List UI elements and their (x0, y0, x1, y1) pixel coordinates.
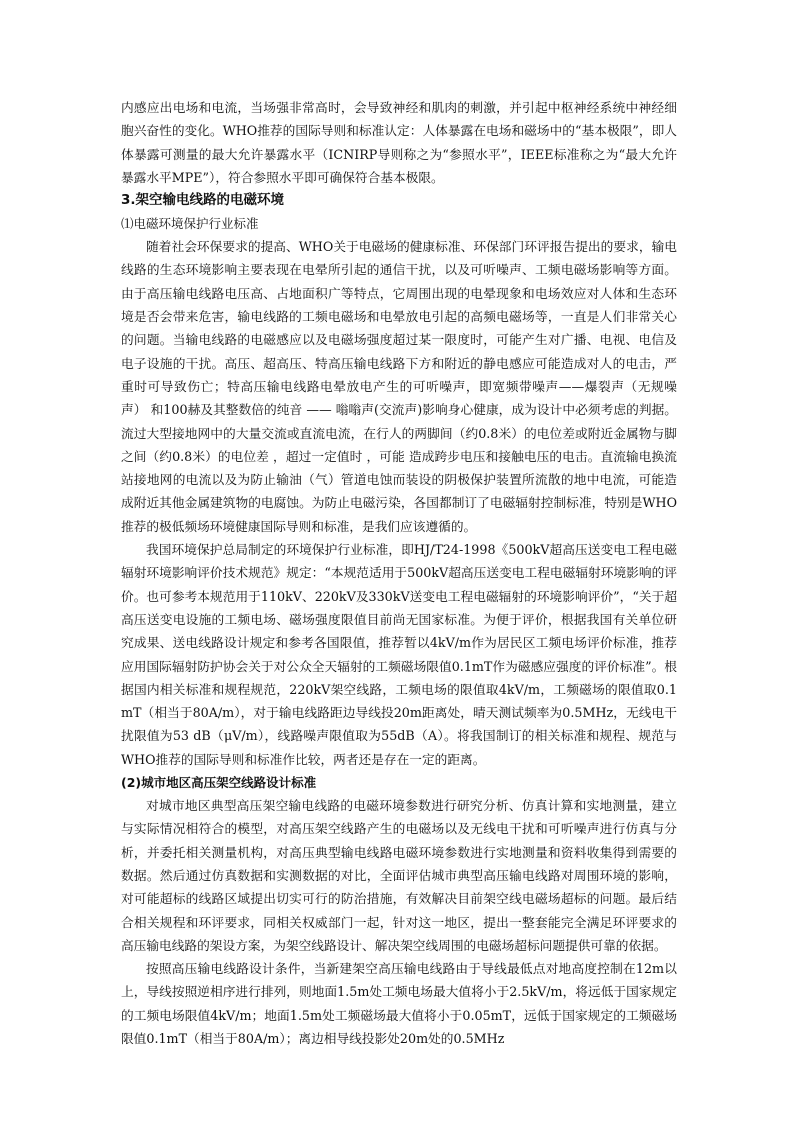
paragraph-environment-standards: 随着社会环保要求的提高、WHO关于电磁场的健康标准、环保部门环评报告提出的要求，输电线路的生态环境影响主要表现在电晕所引起的通信干扰，以及可听噪声、工频电磁场影响等方面。由于高压输电线路电压高、占地面积广等特点，它周围出现的电晕现象和电场效应对人体和生态环境是否会带来危害，输电线路的工频电磁场和电晕放电引起的高频电磁场等，一直是人们非常关心的问题。当输电线路的电磁感应以及电磁场强度超过某一限度时，可能产生对广播、电视、电信及电子设施的干扰。高压、超高压、特高压输电线路下方和附近的静电感应可能造成对人的电击，严重时可导致伤亡；特高压输电线路电晕放电产生的可听噪声，即宽频带噪声——爆裂声（无规噪声） 和100赫及其整数倍的纯音 —— 嗡嗡声(交流声)影响身心健康，成为设计中必须考虑的判据。流过大型接地网中的大量交流或直流电流，在行人的两脚间（约0.8米）的电位差或附近金属物与脚之间（约0.8米）的电位差 ，超过一定值时 ，可能 造成跨步电压和接触电压的电击。直流输电换流站接地网的电流以及为防止输油（气）管道电蚀而装设的阴极保护装置所流散的地中电流，可能造成附近其他金属建筑物的电腐蚀。为防止电磁污染，各国都制订了电磁辐射控制标准，特别是WHO推荐的极低频场环境健康国际导则和标准，是我们应该遵循的。 (121, 239, 677, 534)
paragraph-continuation: 内感应出电场和电流，当场强非常高时，会导致神经和肌肉的刺激，并引起中枢神经系统中神经细胞兴奋性的变化。WHO推荐的国际导则和标准认定：人体暴露在电场和磁场中的“基本极限”，即人体暴露可测量的最大允许暴露水平（ICNIRP导则称之为“参照水平”，IEEE标准称之为“最大允许暴露水平MPE”），符合参照水平即可确保符合基本极限。 (121, 100, 677, 185)
subsection-heading-2: (2)城市地区高压架空线路设计标准 (121, 775, 317, 791)
paragraph-national-standard: 我国环境保护总局制定的环境保护行业标准，即HJ/T24-1998《500kV超高压送变电工程电磁辐射环境影响评价技术规范》规定：“本规范适用于500kV超高压送变电工程电磁辐射环境影响的评价。也可参考本规范用于110kV、220kV及330kV送变电工程电磁辐射的环境影响评价”，“关于超高压送变电设施的工频电场、磁场强度限值目前尚无国家标准。为便于评价，根据我国有关单位研究成果、送电线路设计规定和参考各国限值，推荐暂以4kV/m作为居民区工频电场评价标准，推荐应用国际辐射防护协会关于对公众全天辐射的工频磁场限值0.1mT作为磁感应强度的评价标准”。根据国内相关标准和规程规范，220kV架空线路，工频电场的限值取4kV/m，工频磁场的限值取0.1 mT（相当于80A/m），对于输电线路距边导线投20m距离处，晴天测试频率为0.5MHz，无线电干扰限值为53 dB（μV/m），线路噪声限值取为55dB（A）。将我国制订的相关标准和规程、规范与WHO推荐的国际导则和标准作比较，两者还是存在一定的距离。 (121, 542, 677, 767)
section-heading-3: 3.架空输电线路的电磁环境 (121, 192, 285, 209)
paragraph-urban-design: 对城市地区典型高压架空输电线路的电磁环境参数进行研究分析、仿真计算和实地测量，建立与实际情况相符合的模型，对高压架空线路产生的电磁场以及无线电干扰和可听噪声进行仿真与分析，并委托相关测量机构，对高压典型输电线路电磁环境参数进行实地测量和资料收集得到需要的数据。然后通过仿真数据和实测数据的对比，全面评估城市典型高压输电线路对周围环境的影响，对可能超标的线路区域提出切实可行的防治措施，有效解决目前架空线电磁场超标的问题。最后结合相关规程和环评要求，同相关权威部门一起，针对这一地区，提出一整套能完全满足环评要求的高压输电线路的架设方案，为架空线路设计、解决架空线周围的电磁场超标问题提供可靠的依据。 (121, 798, 677, 953)
subsection-heading-1: ⑴电磁环境保护行业标准 (121, 216, 259, 232)
document-page (121, 96, 677, 1050)
paragraph-design-conditions: 按照高压输电线路设计条件，当新建架空高压输电线路由于导线最低点对地高度控制在12m以上，导线按照逆相序进行排列，则地面1.5m处工频电场最大值将小于2.5kV/m，将远低于国家规定的工频电场限值4kV/m；地面1.5m处工频磁场最大值将小于0.05mT，远低于国家规定的工频磁场限值0.1mT（相当于80A/m）；离边相导线投影处20m处的0.5MHz (121, 961, 677, 1046)
